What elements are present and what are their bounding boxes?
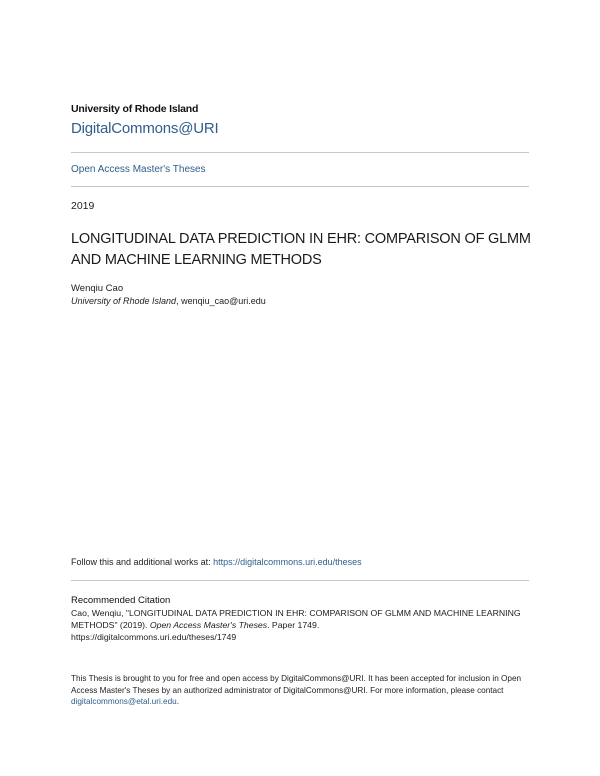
recommended-citation-heading: Recommended Citation (71, 595, 171, 606)
recommended-citation (71, 607, 533, 643)
theses-collection-link[interactable]: https://digitalcommons.uri.edu/theses (213, 557, 362, 567)
contact-email-link[interactable]: digitalcommons@etal.uri.edu (71, 697, 177, 706)
citation-text-pre: Cao, Wenqiu, "LONGITUDINAL DATA PREDICTION IN EHR: COMPARISON OF GLMM AND MACHINE LEARNING METHODS" (2019). (71, 608, 521, 630)
publication-year: 2019 (71, 200, 95, 212)
divider-collection (71, 186, 529, 187)
follow-line (71, 557, 362, 567)
institution-name: University of Rhode Island (71, 103, 199, 115)
repository-link[interactable]: DigitalCommons@URI (71, 120, 219, 137)
citation-url: https://digitalcommons.uri.edu/theses/1749 (71, 632, 237, 642)
divider-citation (71, 580, 529, 581)
author-name: Wenqiu Cao (71, 283, 124, 294)
collection-link[interactable]: Open Access Master's Theses (71, 164, 206, 175)
citation-series: Open Access Master's Theses (149, 620, 268, 630)
author-email: , wenqiu_cao@uri.edu (176, 296, 266, 306)
statement-end: . (176, 697, 179, 706)
thesis-title: LONGITUDINAL DATA PREDICTION IN EHR: COMPARISON OF GLMM AND MACHINE LEARNING METHODS (71, 231, 531, 268)
access-statement (71, 673, 533, 708)
author-affiliation (71, 296, 266, 306)
divider-top (71, 152, 529, 153)
citation-text-post: . Paper 1749. (267, 620, 320, 630)
author-institution: University of Rhode Island (71, 296, 177, 306)
statement-text: This Thesis is brought to you for free and open access by DigitalCommons@URI. It has been accepted for inclusion in Open Access Master's Theses by an authorized administrator of DigitalCommons@URI. For more information, please contact (71, 674, 522, 695)
follow-prefix: Follow this and additional works at: (71, 557, 214, 567)
